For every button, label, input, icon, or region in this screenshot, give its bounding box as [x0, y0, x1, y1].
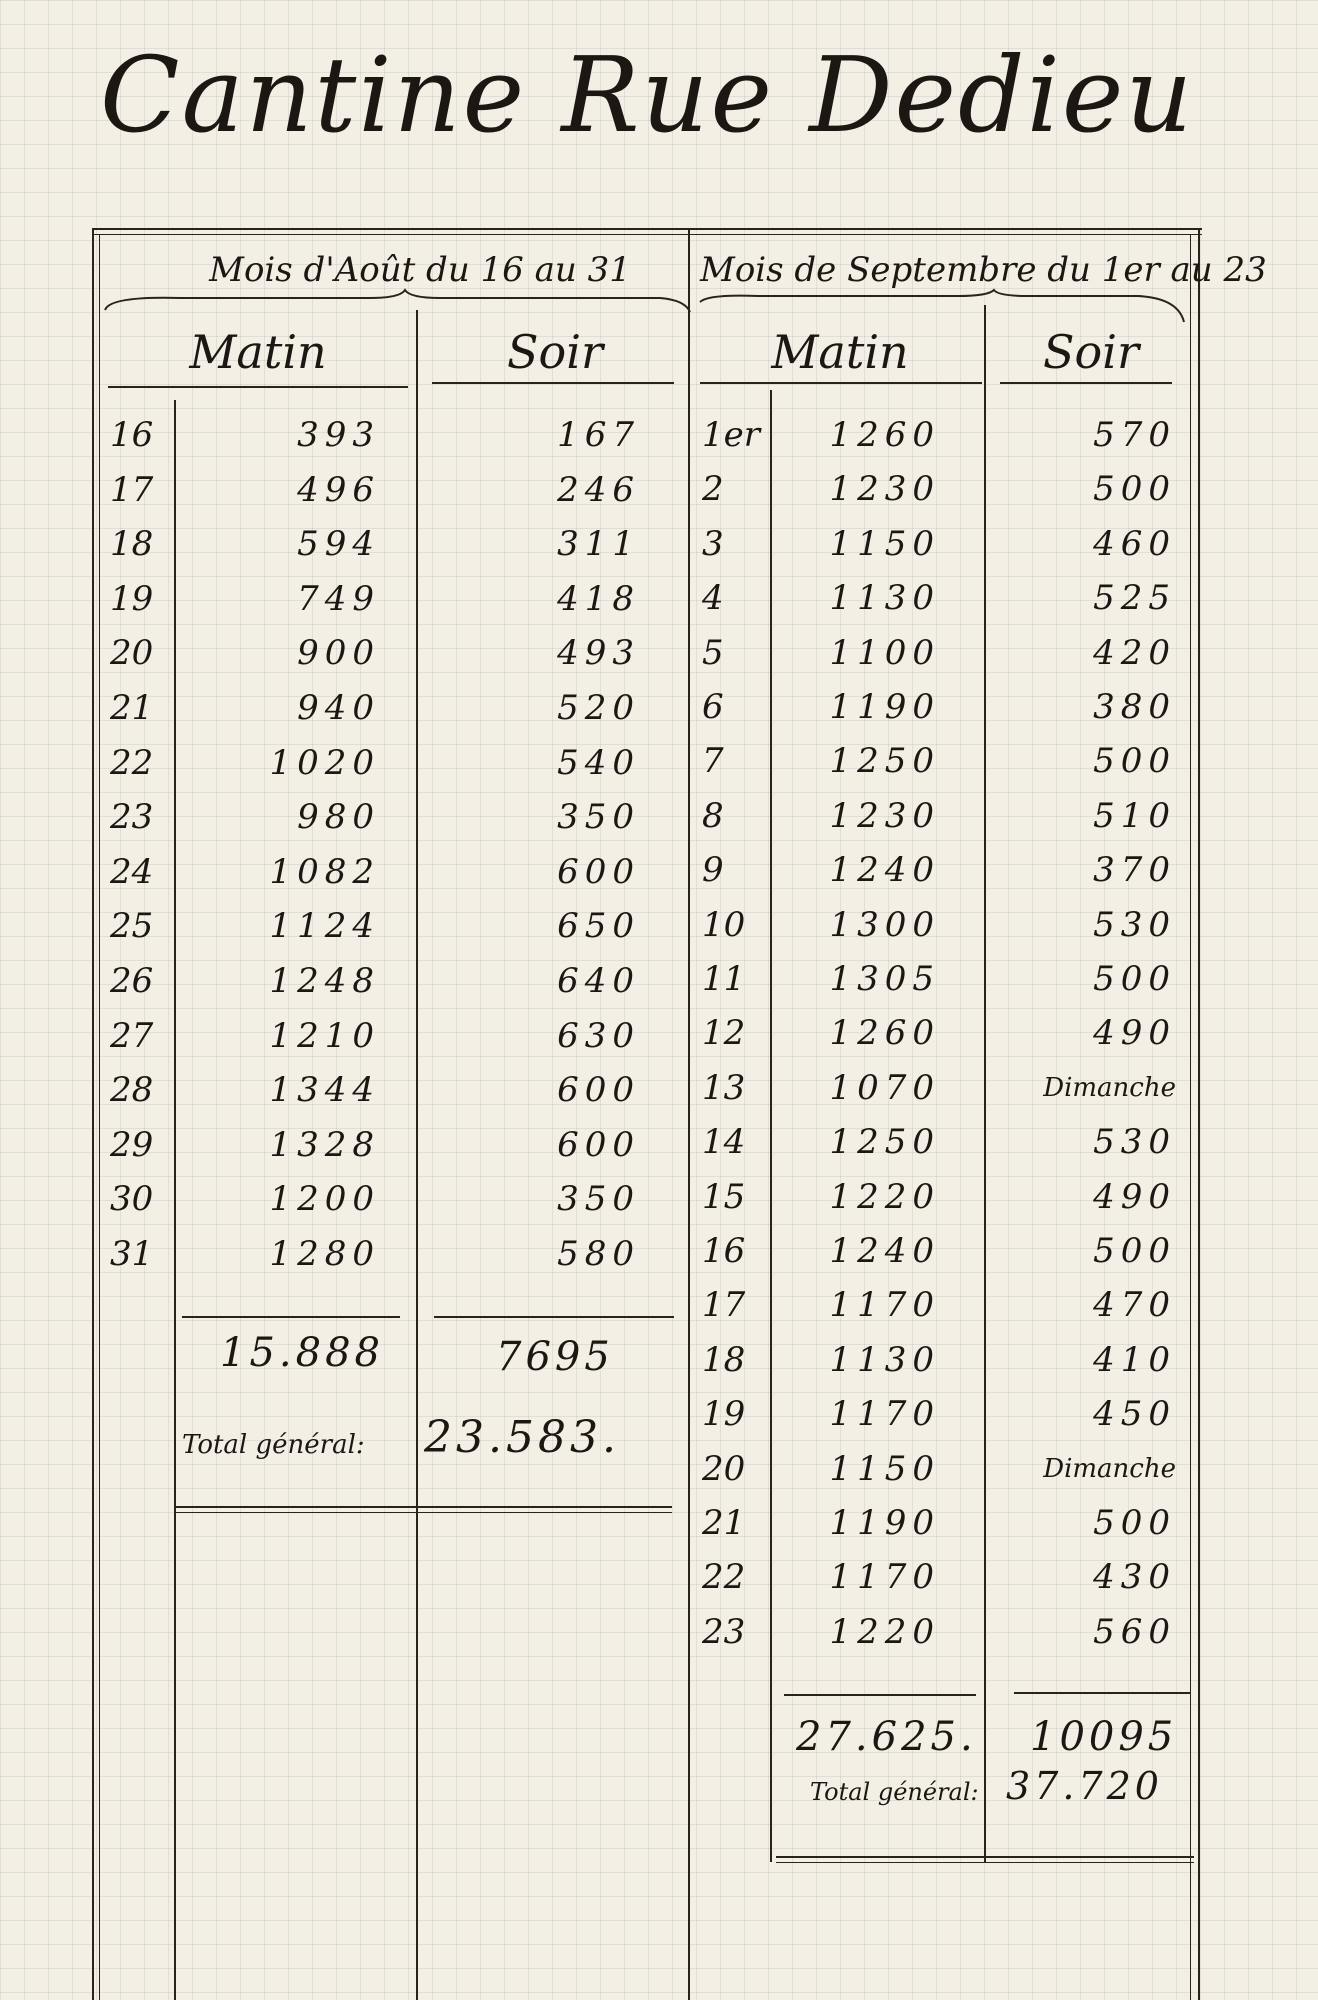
- august-total-soir: 7695: [496, 1334, 614, 1380]
- soir-cell: 470: [1093, 1285, 1176, 1326]
- table-row: [0, 1335, 1318, 1385]
- september-closing-line-2: [776, 1862, 1194, 1863]
- day-cell: 21: [702, 1503, 746, 1543]
- matin-cell: 1250: [829, 741, 940, 782]
- matin-cell: 900: [297, 633, 380, 674]
- table-row: [0, 628, 1318, 678]
- matin-cell: 1170: [829, 1394, 940, 1435]
- soir-cell: 420: [1093, 632, 1176, 673]
- matin-cell: 1170: [829, 1285, 940, 1326]
- matin-cell: 1082: [269, 851, 380, 892]
- september-total-general-value: 37.720: [1006, 1764, 1163, 1808]
- day-cell: 28: [110, 1070, 154, 1111]
- soir-cell: 493: [557, 633, 640, 674]
- day-cell: 19: [110, 578, 154, 619]
- table-top-border-inner: [92, 234, 1202, 235]
- matin-cell: 1280: [269, 1234, 380, 1274]
- table-row: [0, 791, 1318, 841]
- soir-cell: 460: [1093, 523, 1176, 564]
- table-row: [0, 1280, 1318, 1330]
- day-cell: 29: [110, 1124, 154, 1165]
- soir-cell: 520: [557, 688, 640, 728]
- soir-cell: 370: [1093, 850, 1176, 891]
- table-row: [0, 1117, 1318, 1167]
- soir-cell: 450: [1093, 1394, 1176, 1435]
- day-cell: 7: [702, 741, 724, 782]
- soir-cell: 500: [1093, 469, 1176, 510]
- day-cell: 23: [110, 797, 154, 838]
- day-cell: 13: [702, 1067, 746, 1108]
- matin-cell: 1124: [269, 906, 380, 947]
- day-cell: 17: [702, 1285, 746, 1326]
- day-cell: 21: [110, 688, 154, 728]
- soir-cell: 246: [557, 469, 640, 510]
- soir-cell: 600: [557, 1124, 640, 1165]
- day-cell: 5: [702, 632, 724, 673]
- day-cell: 19: [702, 1394, 746, 1435]
- august-closing-line-2: [176, 1512, 672, 1513]
- table-row: [0, 410, 1318, 460]
- august-total-general-value: 23.583.: [424, 1412, 620, 1463]
- matin-cell: 1190: [829, 687, 940, 727]
- soir-cell: 540: [557, 742, 640, 783]
- matin-cell: 1220: [829, 1176, 940, 1217]
- september-matin-total-line: [784, 1694, 976, 1696]
- matin-cell: 1250: [829, 1122, 940, 1163]
- matin-cell: 1150: [829, 1448, 940, 1489]
- day-cell: 31: [110, 1234, 154, 1274]
- soir-cell: 350: [557, 797, 640, 838]
- matin-cell: 393: [297, 415, 380, 455]
- day-cell: 22: [110, 742, 154, 783]
- soir-cell: 500: [1093, 1231, 1176, 1271]
- table-row: [0, 1607, 1318, 1657]
- matin-cell: 1170: [829, 1557, 940, 1598]
- soir-cell: 560: [1093, 1611, 1176, 1652]
- soir-cell: 418: [557, 578, 640, 619]
- day-cell: 15: [702, 1176, 746, 1217]
- soir-cell: 530: [1093, 904, 1176, 945]
- soir-cell: 600: [557, 1070, 640, 1111]
- matin-cell: 1220: [829, 1611, 940, 1652]
- august-total-general-label: Total général:: [182, 1430, 365, 1460]
- table-row: [0, 573, 1318, 623]
- soir-cell: 530: [1093, 1122, 1176, 1163]
- soir-cell: 600: [557, 851, 640, 892]
- september-matin-heading: Matin: [771, 325, 909, 379]
- soir-cell: 490: [1093, 1176, 1176, 1217]
- soir-cell: 525: [1093, 578, 1176, 619]
- soir-cell: Dimanche: [1043, 1453, 1176, 1484]
- soir-cell: 650: [557, 906, 640, 947]
- matin-cell: 1344: [269, 1070, 380, 1111]
- day-cell: 10: [702, 904, 746, 945]
- soir-cell: 500: [1093, 741, 1176, 782]
- day-cell: 25: [110, 906, 154, 947]
- day-cell: 27: [110, 1015, 154, 1056]
- day-cell: 4: [702, 578, 724, 619]
- table-row: [0, 736, 1318, 786]
- day-cell: 20: [702, 1448, 746, 1489]
- day-cell: 12: [702, 1013, 746, 1054]
- matin-cell: 1200: [269, 1179, 380, 1220]
- day-cell: 20: [110, 633, 154, 674]
- soir-cell: 570: [1093, 415, 1176, 455]
- table-row: [0, 682, 1318, 732]
- day-cell: 18: [110, 524, 154, 565]
- table-row: [0, 519, 1318, 569]
- day-cell: 23: [702, 1611, 746, 1652]
- soir-cell: 510: [1093, 795, 1176, 836]
- matin-cell: 1240: [829, 1231, 940, 1271]
- matin-cell: 1130: [829, 578, 940, 619]
- day-cell: 18: [702, 1339, 746, 1380]
- day-cell: 3: [702, 523, 724, 564]
- september-total-matin: 27.625.: [796, 1714, 977, 1760]
- soir-cell: 311: [557, 524, 640, 565]
- day-cell: 24: [110, 851, 154, 892]
- table-row: [0, 1008, 1318, 1058]
- matin-cell: 1300: [829, 904, 940, 945]
- table-top-border: [92, 228, 1202, 230]
- day-cell: 14: [702, 1122, 746, 1163]
- september-soir-total-line: [1014, 1692, 1190, 1694]
- matin-cell: 1240: [829, 850, 940, 891]
- matin-cell: 496: [297, 469, 380, 510]
- matin-cell: 1020: [269, 742, 380, 783]
- matin-cell: 749: [297, 578, 380, 619]
- day-cell: 16: [110, 415, 154, 455]
- soir-cell: 380: [1093, 687, 1176, 727]
- september-total-soir: 10095: [1030, 1714, 1178, 1760]
- soir-cell: 500: [1093, 959, 1176, 999]
- soir-cell: 410: [1093, 1339, 1176, 1380]
- matin-cell: 1190: [829, 1503, 940, 1543]
- august-matin-heading: Matin: [189, 325, 327, 379]
- matin-cell: 1260: [829, 415, 940, 455]
- soir-cell: 490: [1093, 1013, 1176, 1054]
- day-cell: 17: [110, 469, 154, 510]
- matin-cell: 1230: [829, 469, 940, 510]
- august-heading: Mois d'Août du 16 au 31: [209, 250, 631, 290]
- day-cell: 22: [702, 1557, 746, 1598]
- day-cell: 16: [702, 1231, 746, 1271]
- soir-cell: 500: [1093, 1503, 1176, 1543]
- day-cell: 26: [110, 961, 154, 1001]
- soir-cell: 640: [557, 961, 640, 1001]
- august-soir-total-line: [434, 1316, 674, 1318]
- day-cell: 2: [702, 469, 724, 510]
- matin-cell: 1210: [269, 1015, 380, 1056]
- august-soir-heading: Soir: [507, 325, 603, 379]
- day-cell: 30: [110, 1179, 154, 1220]
- soir-cell: 430: [1093, 1557, 1176, 1598]
- day-cell: 11: [702, 959, 746, 999]
- table-row: [0, 845, 1318, 895]
- matin-cell: 1070: [829, 1067, 940, 1108]
- matin-cell: 940: [297, 688, 380, 728]
- day-cell: 8: [702, 795, 724, 836]
- september-matin-underline: [700, 382, 982, 384]
- august-matin-total-line: [182, 1316, 400, 1318]
- page-title: Cantine Rue Dedieu: [100, 34, 1195, 156]
- september-soir-underline: [1000, 382, 1172, 384]
- matin-cell: 1150: [829, 523, 940, 564]
- matin-cell: 1260: [829, 1013, 940, 1054]
- table-row: [0, 900, 1318, 950]
- august-total-matin: 15.888: [220, 1330, 384, 1376]
- august-soir-underline: [432, 382, 674, 384]
- day-cell: 6: [702, 687, 724, 727]
- september-heading: Mois de Septembre du 1er au 23: [700, 250, 1267, 290]
- soir-cell: 630: [557, 1015, 640, 1056]
- soir-cell: 580: [557, 1234, 640, 1274]
- september-total-general-label: Total général:: [810, 1778, 979, 1806]
- august-closing-line: [176, 1506, 672, 1508]
- matin-cell: 1305: [829, 959, 940, 999]
- day-cell: 9: [702, 850, 724, 891]
- soir-cell: 167: [557, 415, 640, 455]
- table-row: [0, 1172, 1318, 1222]
- matin-cell: 1130: [829, 1339, 940, 1380]
- matin-cell: 980: [297, 797, 380, 838]
- september-closing-line: [776, 1856, 1194, 1858]
- matin-cell: 1100: [829, 632, 940, 673]
- table-row: [0, 1063, 1318, 1113]
- matin-cell: 594: [297, 524, 380, 565]
- august-matin-underline: [108, 386, 408, 388]
- table-row: [0, 1552, 1318, 1602]
- table-row: [0, 1226, 1318, 1276]
- matin-cell: 1328: [269, 1124, 380, 1165]
- matin-cell: 1230: [829, 795, 940, 836]
- soir-cell: 350: [557, 1179, 640, 1220]
- september-soir-heading: Soir: [1043, 325, 1139, 379]
- soir-cell: Dimanche: [1043, 1072, 1176, 1103]
- table-row: [0, 954, 1318, 1004]
- day-cell: 1er: [702, 415, 761, 455]
- table-row: [0, 464, 1318, 514]
- matin-cell: 1248: [269, 961, 380, 1001]
